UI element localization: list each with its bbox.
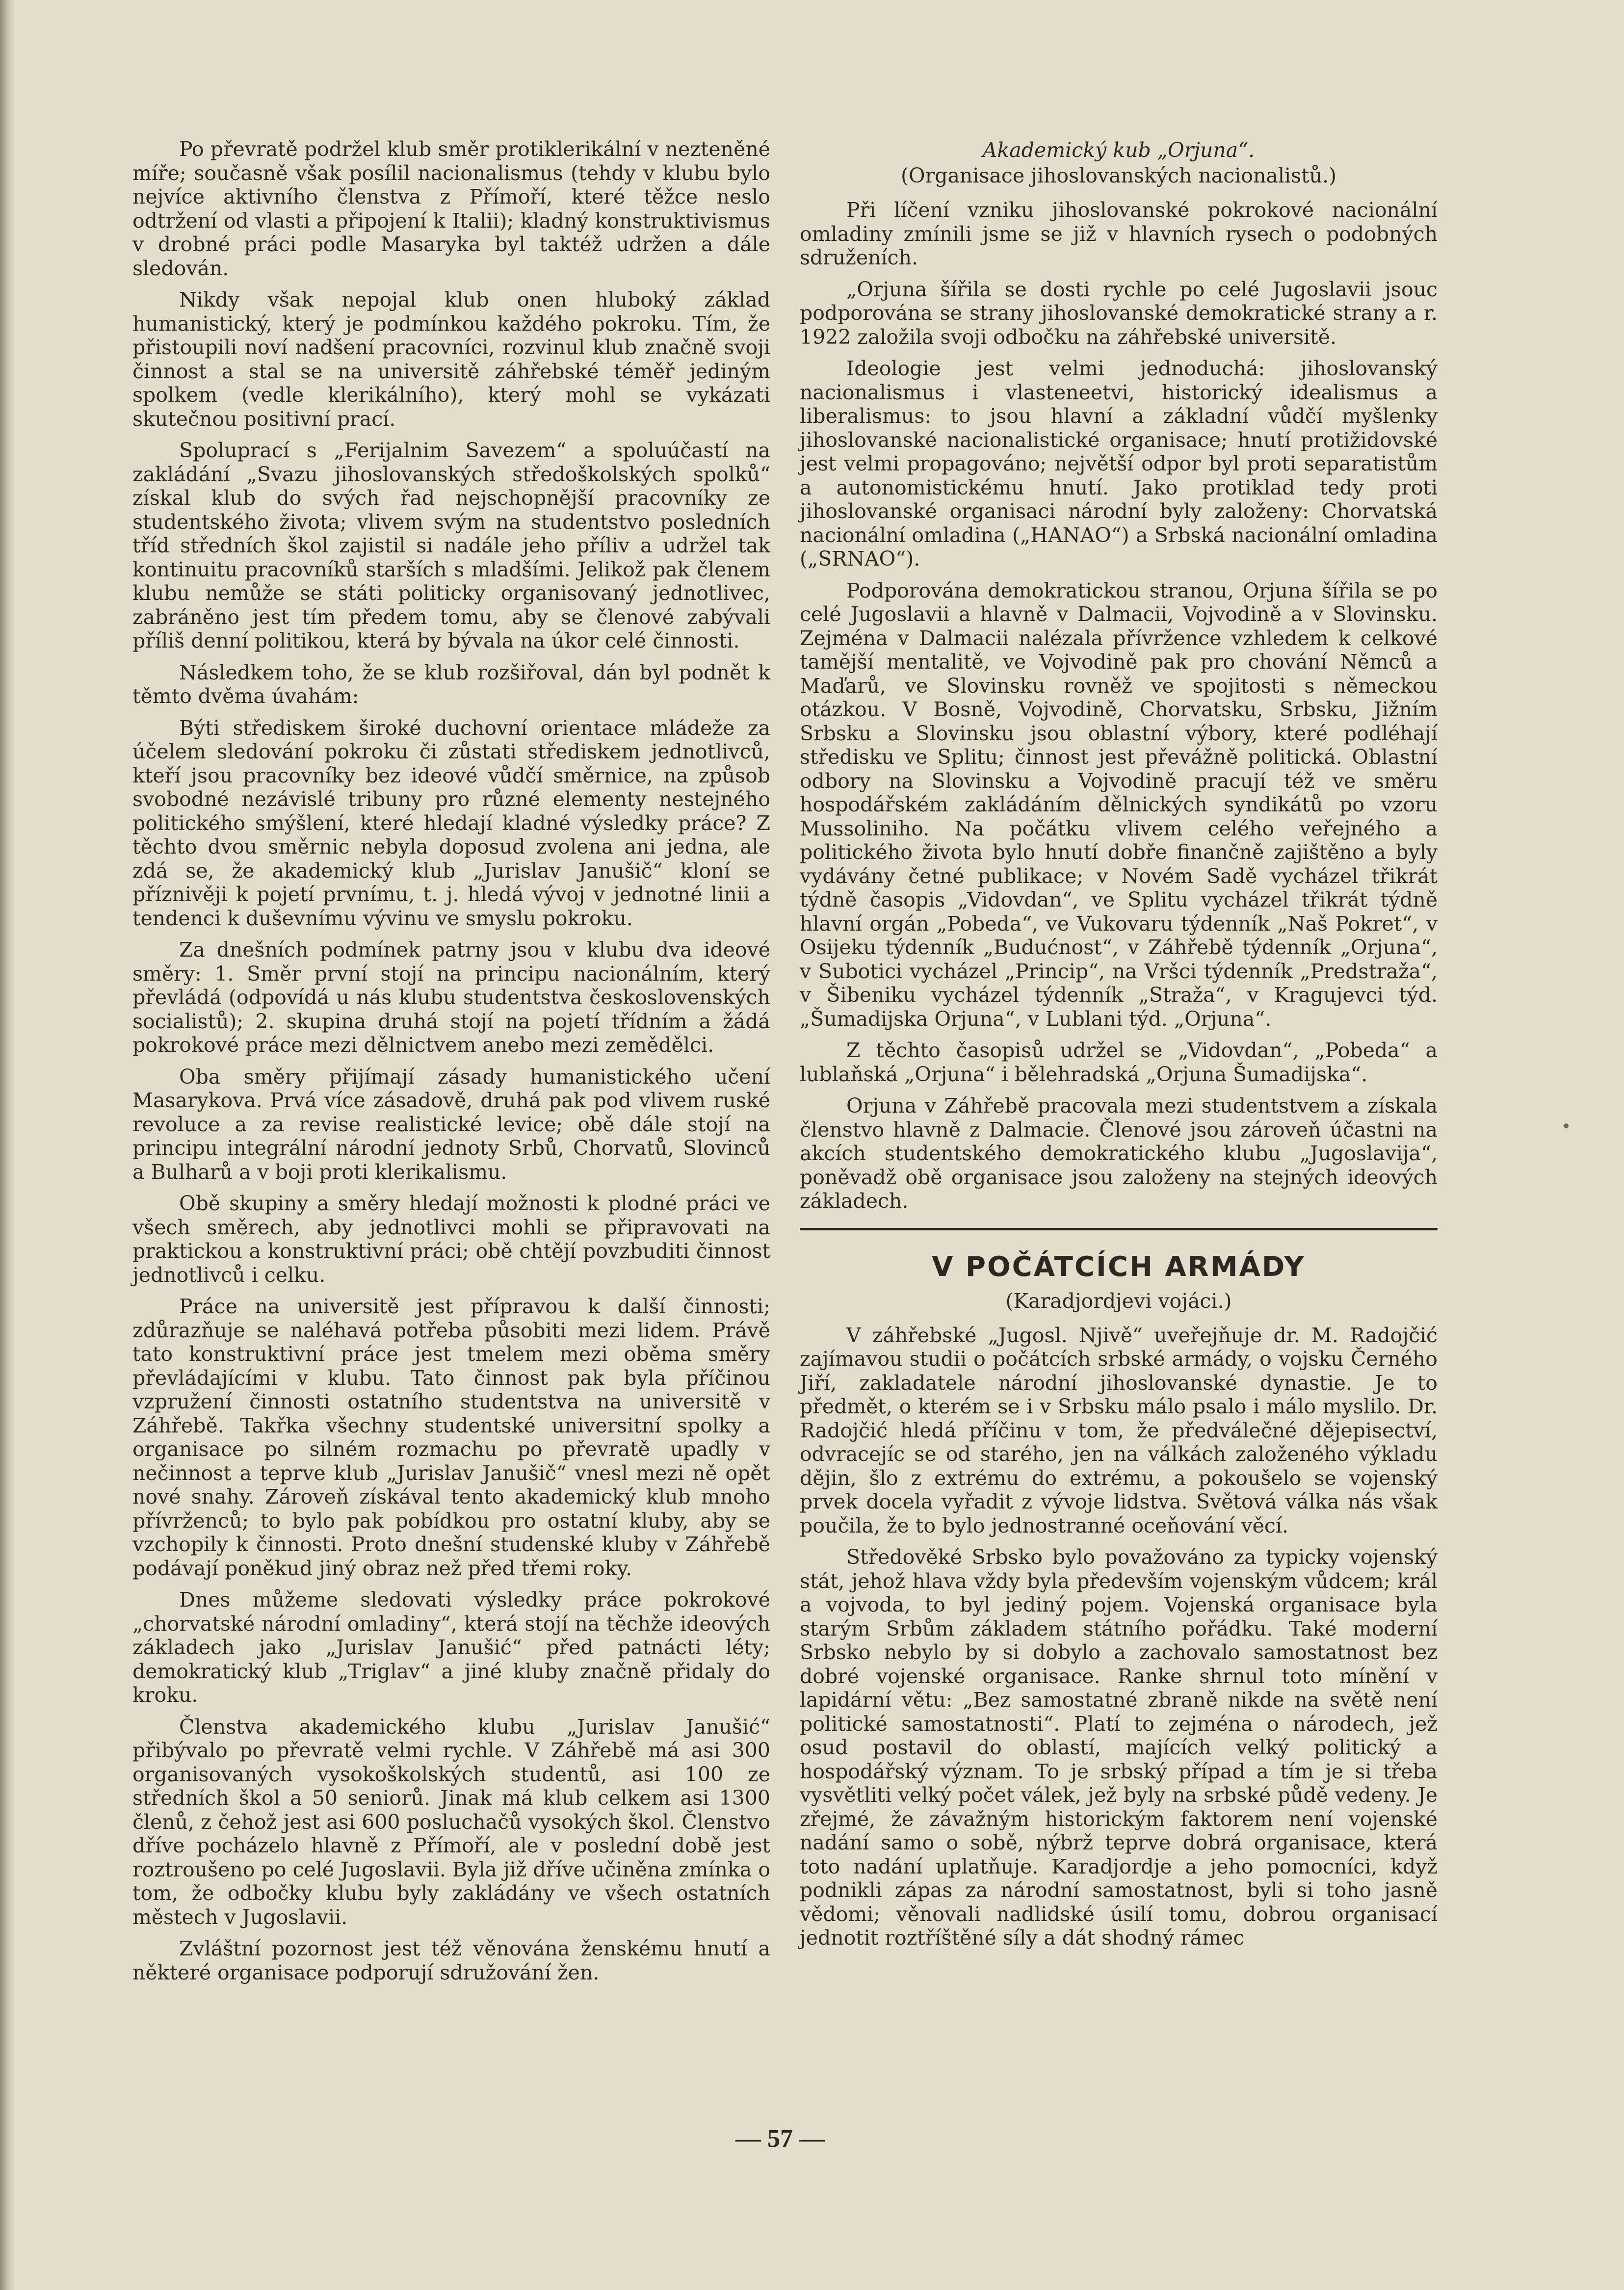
paragraph: Dnes můžeme sledovati výsledky práce pokrokové „chorvatské národní omladiny“, která stojí na těchže ideových základech jako „Jurislav Janušić“ před patnácti léty; demokratický klub „Triglav“ a jiné kluby značně přidaly do kroku. <box>132 1588 770 1707</box>
article-subtitle: (Karadjordjevi vojáci.) <box>1005 1289 1232 1313</box>
paragraph: Obě skupiny a směry hledají možnosti k plodné práci ve všech směrech, aby jednotlivci mohli se připravovati na praktickou a konstruktivní práci; obě chtějí povzbuditi činnost jednotlivců i celku. <box>132 1192 770 1287</box>
paragraph: Oba směry přijímají zásady humanistického učení Masarykova. Prvá více zásadově, druhá pak pod vlivem ruské revoluce a za revise realistické levice; obě dále stojí na principu integrální národní jednoty Srbů, Chorvatů, Slovinců a Bulharů a v boji proti klerikalismu. <box>132 1065 770 1184</box>
paragraph: Nikdy však nepojal klub onen hluboký základ humanistický, který je podmínkou každého pokroku. Tím, že přistoupili noví nadšení pracovníci, rozvinul klub značně svoji činnost a stal se na universitě záhřebské téměř jediným spolkem (vedle klerikálního), který mohl se vykázati skutečnou positivní prací. <box>132 288 770 431</box>
paragraph: „Orjuna šířila se dosti rychle po celé Jugoslavii jsouc podporována se strany jihoslovanské demokratické strany a r. 1922 založila svoji odbočku na záhřebské universitě. <box>800 277 1438 349</box>
club-subheading: (Organisace jihoslovanských nacionalistů.) <box>900 164 1336 187</box>
article-title: V POČÁTCÍCH ARMÁDY <box>932 1250 1306 1283</box>
left-column <box>132 137 770 1992</box>
paragraph: Následkem toho, že se klub rozšiřoval, dán byl podnět k těmto dvěma úvahám: <box>132 660 770 708</box>
paragraph: Práce na universitě jest přípravou k další činnosti; zdůrazňuje se naléhavá potřeba působiti mezi lidem. Právě tato konstruktivní práce jest tmelem mezi oběma směry převládajícími v klubu. Tato činnost pak byla příčinou vzpružení činnosti ostatního studentstva na universitě v Záhřebě. Takřka všechny studentské universitní spolky a organisace po silném rozmachu po převratě upadly v nečinnost a teprve klub „Jurislav Janušič“ vnesl mezi ně opět nové snahy. Zároveň získával tento akademický klub mnoho přívrženců; to bylo pak pobídkou pro ostatní kluby, aby se vzchopily k činnosti. Proto dnešní studenské kluby v Záhřebě podávají poněkud jiný obraz než před třemi roky. <box>132 1295 770 1580</box>
ink-speck <box>1564 1123 1569 1128</box>
paragraph: Ideologie jest velmi jednoduchá: jihoslovanský nacionalismus i vlasteneetvi, historický idealismus a liberalismus: to jsou hlavní a základní vůdčí myšlenky jihoslovanské nacionalistické organisace; hnutí protižidovské jest velmi propagováno; největší odpor byl proti separatistům a autonomistickému hnutí. Jako protiklad tedy proti jihoslovanské organisaci národní byly založeny: Chorvatská nacionální omladina („HANAO“) a Srbská nacionální omladina („SRNAO“). <box>800 357 1438 571</box>
paragraph: Zvláštní pozornost jest též věnována ženskému hnutí a některé organisace podporují sdružování žen. <box>132 1937 770 1984</box>
paragraph: Z těchto časopisů udržel se „Vidovdan“, „Pobeda“ a lublaňská „Orjuna“ i bělehradská „Orjuna Šumadijska“. <box>800 1039 1438 1086</box>
paragraph: Orjuna v Záhřebě pracovala mezi studentstvem a získala členstvo hlavně z Dalmacie. Členové jsou zároveň účastni na akcích studentského demokratického klubu „Jugoslavija“, poněvadž obě organisace jsou založeny na stejných ideových základech. <box>800 1094 1438 1213</box>
book-spine <box>0 0 15 2290</box>
section-divider <box>800 1228 1438 1230</box>
right-column <box>800 137 1438 1958</box>
paragraph: V záhřebské „Jugosl. Njivě“ uveřejňuje dr. M. Radojčić zajímavou studii o počátcích srbské armády, o vojsku Černého Jiří, zakladatele národní jihoslovanské dynastie. Je to předmět, o kterém se i v Srbsku málo psalo i málo myslilo. Dr. Radojčić hledá příčinu v tom, že předválečné dějepisectví, odvracejíc se od starého, jen na válkách založeného výkladu dějin, šlo z extrému do extrému, a pokoušelo se vojenský prvek docela vyřadit z vývoje lidstva. Světová válka nás však poučila, že to bylo jednostranné oceňování věcí. <box>800 1323 1438 1537</box>
paragraph: Spoluprací s „Ferijalnim Savezem“ a spoluúčastí na zakládání „Svazu jihoslovanských středoškolských spolků“ získal klub do svých řad nejschopnější pracovníky ze studentského života; vlivem svým na studentstvo posledních tříd středních škol zajistil si nadále jeho příliv a udržel tak kontinuitu pracovníků starších s mladšími. Jelikož pak členem klubu nemůže se státi politicky organisovaný jednotlivec, zabráněno jest tím předem tomu, aby se členové zabývali příliš denní politikou, která by bývala na úkor celé činnosti. <box>132 439 770 652</box>
paragraph: Po převratě podržel klub směr protiklerikální v nezteněné míře; současně však posílil nacionalismus (tehdy v klubu bylo nejvíce aktivního členstva z Přímoří, které těžce neslo odtržení od vlasti a připojení k Italii); kladný konstruktivismus v drobné práci podle Masaryka byl taktéž udržen a dále sledován. <box>132 137 770 280</box>
page-number: — 57 — <box>735 2125 825 2153</box>
paragraph: Býti střediskem široké duchovní orientace mládeže za účelem sledování pokroku či zůstati střediskem jednotlivců, kteří jsou pracovníky bez ideové vůdčí směrnice, na způsob svobodné nezávislé tribuny pro různé elementy nestejného politického smýšlení, které hledají kladné výsledky práce? Z těchto dvou směrnic nebyla doposud zvolena ani jedna, ale zdá se, že akademický klub „Jurislav Janušič“ kloní se příznivěji k pojetí prvnímu, t. j. hledá vývoj v jednotné linii a tendenci k duševnímu vývinu ve smyslu pokroku. <box>132 716 770 930</box>
paragraph: Středověké Srbsko bylo považováno za typicky vojenský stát, jehož hlava vždy byla především vojenským vůdcem; král a vojvoda, to byl jediný pojem. Vojenská organisace byla starým Srbům základem státního pořádku. Také moderní Srbsko nebylo by si dobylo a zachovalo samostatnost bez dobré vojenské organisace. Ranke shrnul toto mínění v lapidární větu: „Bez samostatné zbraně nikde na světě není politické samostatnosti“. Platí to zejména o národech, jež osud postavil do oblastí, majících velký politický a hospodářský význam. To je srbský případ a tím je si třeba vysvětliti velký počet válek, jež byly na srbské půdě vedeny. Je zřejmé, že závažným historickým faktorem není vojenské nadání samo o sobě, nýbrž teprve dobrá organisace, která toto nadání uplatňuje. Karadjordje a jeho pomocníci, když podnikli zápas za národní samostatnost, byli si toho jasně vědomi; věnovali nadlidské úsilí tomu, dobrou organisací jednotit roztříštěné síly a dát shodný rámec <box>800 1545 1438 1950</box>
paragraph: Podporována demokratickou stranou, Orjuna šířila se po celé Jugoslavii a hlavně v Dalmacii, Vojvodině a v Slovinsku. Zejména v Dalmacii nalézala přívržence vzhledem k celkové tamější mentalitě, ve Vojvodině pak pro chování Němců a Maďarů, ve Slovinsku rovněž ve spojitosti s německou otázkou. V Bosně, Vojvodině, Chorvatsku, Srbsku, Jižním Srbsku a Slovinsku jsou oblastní výbory, které podléhají středisku ve Splitu; činnost jest převážně politická. Oblastní odbory na Slovinsku a Vojvodině pracují též ve směru hospodářském zakládáním dělnických syndikátů po vzoru Mussoliniho. Na počátku vlivem celého veřejného a politického života bylo hnutí dobře finančně zajištěno a byly vydávány četné publikace; v Novém Sadě vycházel třikrát týdně časopis „Vidovdan“, ve Splitu vycházel třikrát týdně hlavní orgán „Pobeda“, ve Vukovaru týdenník „Naš Pokret“, v Osijeku týdenník „Budućnost“, v Záhřebě týdenník „Orjuna“, v Subotici vycházel „Princip“, na Vršci týdenník „Predstraža“, v Šibeniku vycházel týdenník „Straža“, v Kragujevci týd. „Šumadijska Orjuna“, v Lublani týd. „Orjuna“. <box>800 578 1438 1031</box>
paragraph: Při líčení vzniku jihoslovanské pokrokové nacionální omladiny zmínili jsme se již v hlavních rysech o podobných sdruženích. <box>800 198 1438 269</box>
paragraph: Za dnešních podmínek patrny jsou v klubu dva ideové směry: 1. Směr první stojí na principu nacionálním, který převládá (odpovídá u nás klubu studentstva československých socialistů); 2. skupina druhá stojí na pojetí třídním a žádá pokrokové práce mezi dělnictvem anebo mezi zemědělci. <box>132 938 770 1057</box>
paragraph: Členstva akademického klubu „Jurislav Janušić“ přibývalo po převratě velmi rychle. V Záhřebě má asi 300 organisovaných vysokoškolských studentů, asi 100 ze středních škol a 50 seniorů. Jinak má klub celkem asi 1300 členů, z čehož jest asi 600 posluchačů vysokých škol. Členstvo dříve pocházelo hlavně z Přímoří, ale v poslední době jest roztroušeno po celé Jugoslavii. Byla již dříve učiněna zmínka o tom, že odbočky klubu byly zakládány ve všech ostatních městech v Jugoslavii. <box>132 1715 770 1929</box>
club-heading: Akademický kub „Orjuna“. <box>982 138 1255 162</box>
